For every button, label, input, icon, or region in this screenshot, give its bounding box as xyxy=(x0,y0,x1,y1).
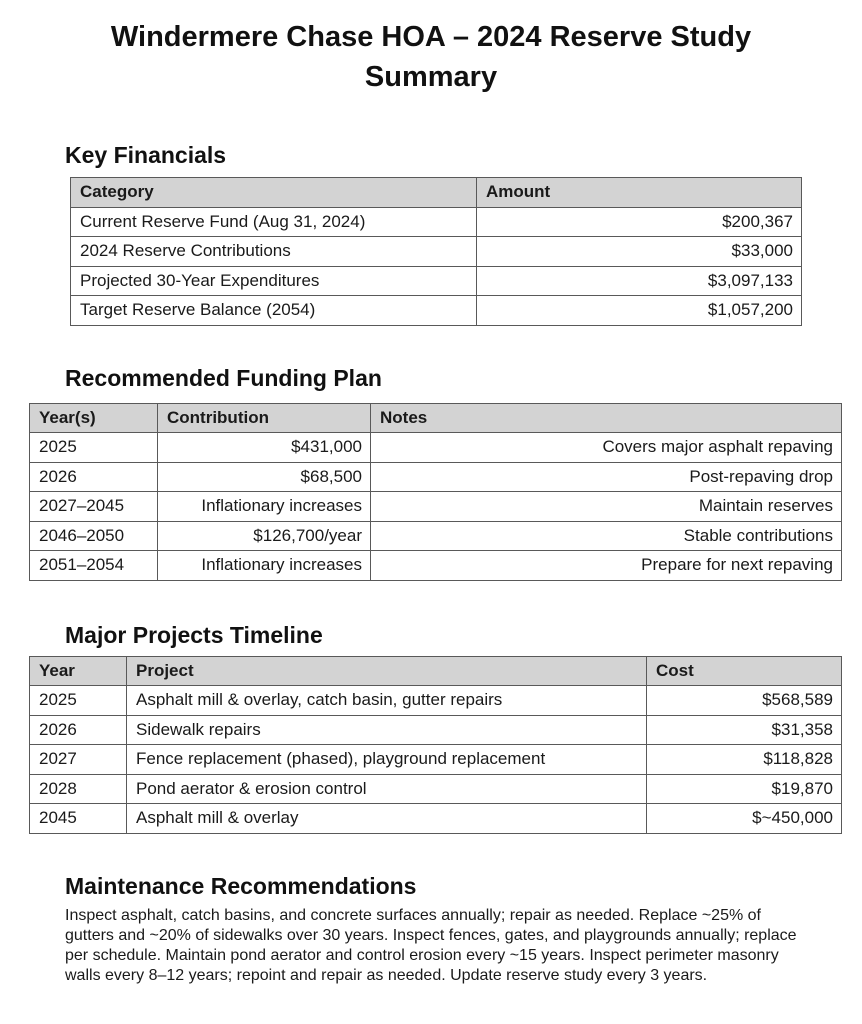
notes-cell: Maintain reserves xyxy=(371,492,842,522)
contribution-cell: Inflationary increases xyxy=(158,551,371,581)
cost-cell: $19,870 xyxy=(647,774,842,804)
column-header-category: Category xyxy=(71,178,477,208)
key-financials-table xyxy=(70,177,802,326)
table-row xyxy=(30,686,842,716)
table-header-row xyxy=(30,403,842,433)
amount-cell: $200,367 xyxy=(477,207,802,237)
column-header-cost: Cost xyxy=(647,656,842,686)
notes-cell: Stable contributions xyxy=(371,521,842,551)
category-cell: Current Reserve Fund (Aug 31, 2024) xyxy=(71,207,477,237)
table-row xyxy=(71,266,802,296)
table-row xyxy=(30,521,842,551)
table-row xyxy=(30,774,842,804)
notes-cell: Prepare for next repaving xyxy=(371,551,842,581)
year-cell: 2026 xyxy=(30,715,127,745)
table-row xyxy=(30,715,842,745)
maintenance-paragraph: Inspect asphalt, catch basins, and concrete surfaces annually; repair as needed. Replace ~25% of gutters and ~20% of sidewalks over 30 years. Inspect fences, gates, and playgrounds annually; replace per schedule. Maintain pond aerator and control erosion every ~15 years. Inspect perimeter masonry walls every 8–12 years; repoint and repair as needed. Update reserve study every 3 years. xyxy=(65,906,797,984)
funding-plan-heading: Recommended Funding Plan xyxy=(65,364,382,391)
table-row xyxy=(71,237,802,267)
contribution-cell: Inflationary increases xyxy=(158,492,371,522)
cost-cell: $568,589 xyxy=(647,686,842,716)
years-cell: 2051–2054 xyxy=(30,551,158,581)
table-row xyxy=(30,492,842,522)
year-cell: 2045 xyxy=(30,804,127,834)
year-cell: 2028 xyxy=(30,774,127,804)
contribution-cell: $431,000 xyxy=(158,433,371,463)
notes-cell: Covers major asphalt repaving xyxy=(371,433,842,463)
table-row xyxy=(71,296,802,326)
category-cell: Projected 30-Year Expenditures xyxy=(71,266,477,296)
table-header-row xyxy=(71,178,802,208)
key-financials-heading: Key Financials xyxy=(65,142,227,168)
cost-cell: $118,828 xyxy=(647,745,842,775)
years-cell: 2025 xyxy=(30,433,158,463)
amount-cell: $3,097,133 xyxy=(477,266,802,296)
column-header-amount: Amount xyxy=(477,178,802,208)
document-title-line1: Windermere Chase HOA – 2024 Reserve Study xyxy=(110,21,752,53)
project-cell: Sidewalk repairs xyxy=(127,715,647,745)
projects-timeline-table xyxy=(29,656,842,834)
column-header-project: Project xyxy=(127,656,647,686)
year-cell: 2027 xyxy=(30,745,127,775)
column-header-contribution: Contribution xyxy=(158,403,371,433)
amount-cell: $1,057,200 xyxy=(477,296,802,326)
project-cell: Asphalt mill & overlay xyxy=(127,804,647,834)
category-cell: Target Reserve Balance (2054) xyxy=(71,296,477,326)
funding-plan-table xyxy=(29,403,842,581)
table-row xyxy=(30,433,842,463)
projects-timeline-heading: Major Projects Timeline xyxy=(65,621,323,648)
maintenance-heading: Maintenance Recommendations xyxy=(65,872,417,899)
contribution-cell: $68,500 xyxy=(158,462,371,492)
project-cell: Fence replacement (phased), playground replacement xyxy=(127,745,647,775)
cost-cell: $31,358 xyxy=(647,715,842,745)
notes-cell: Post-repaving drop xyxy=(371,462,842,492)
column-header-notes: Notes xyxy=(371,403,842,433)
document-title-line2: Summary xyxy=(364,61,498,93)
table-row xyxy=(30,745,842,775)
project-cell: Asphalt mill & overlay, catch basin, gutter repairs xyxy=(127,686,647,716)
years-cell: 2046–2050 xyxy=(30,521,158,551)
table-row xyxy=(71,207,802,237)
year-cell: 2025 xyxy=(30,686,127,716)
category-cell: 2024 Reserve Contributions xyxy=(71,237,477,267)
years-cell: 2026 xyxy=(30,462,158,492)
years-cell: 2027–2045 xyxy=(30,492,158,522)
cost-cell: $~450,000 xyxy=(647,804,842,834)
contribution-cell: $126,700/year xyxy=(158,521,371,551)
amount-cell: $33,000 xyxy=(477,237,802,267)
document-title xyxy=(0,0,862,97)
project-cell: Pond aerator & erosion control xyxy=(127,774,647,804)
column-header-years: Year(s) xyxy=(30,403,158,433)
column-header-year: Year xyxy=(30,656,127,686)
table-row xyxy=(30,804,842,834)
table-header-row xyxy=(30,656,842,686)
table-row xyxy=(30,551,842,581)
table-row xyxy=(30,462,842,492)
